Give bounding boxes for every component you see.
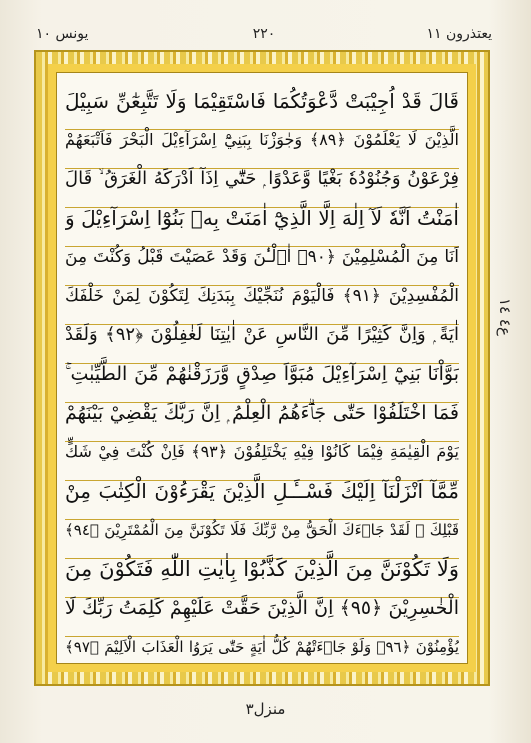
text-line: الْخٰسِرِيْنَ ﴿٩٥﴾ اِنَّ الَّذِيْنَ حَقَّتْ عَلَيْهِمْ كَلِمَتُ رَبِّكَ لَا	[65, 580, 459, 637]
surah-label: يونس ١٠	[36, 26, 89, 42]
text-line: فَمَا اخْتَلَفُوْا حَتّٰى جَاۗءَھُمُ الْعِلْمُ ۭ اِنَّ رَبَّكَ يَقْضِيْ بَيْنَھُمْ	[65, 385, 459, 442]
manzil-label: منزل٣	[245, 700, 286, 718]
text-line: مِّمَّآ اَنْزَلْنَآ اِلَيْكَ فَسْــَٔـلِ الَّذِيْنَ يَقْرَءُوْنَ الْكِتٰبَ مِنْ	[65, 463, 459, 520]
text-line: اٰيَةً ۭ وَاِنَّ كَثِيْرًا مِّنَ النَّاسِ عَنْ اٰيٰتِنَا لَغٰفِلُوْنَ ﴿٩٢﴾ وَلَقَدْ	[65, 307, 459, 364]
text-line: وَلَا تَكُوْنَنَّ مِنَ الَّذِيْنَ كَذَّبُوْا بِاٰيٰتِ اللّٰهِ فَتَكُوْنَ مِنَ	[65, 541, 459, 598]
text-line: قَالَ قَدْ اُجِيْبَتْ دَّعْوَتُكُمَا فَاسْتَقِيْمَا وَلَا تَتَّبِعٰٓنِّ سَبِيْلَ	[65, 73, 459, 130]
text-panel	[56, 72, 468, 664]
text-line: اٰمَنْتُ اَنَّهٗ لَآ اِلٰهَ اِلَّا الَّذِيْٓ اٰمَنَتْ بِهٖ بَنُوْٓا اِسْرَآءِيْلَ وَ	[65, 190, 459, 247]
decorative-border	[34, 50, 490, 686]
text-line: فِرْعَوْنُ وَجُنُوْدُهٗ بَغْيًا وَّعَدْوًا ۭ حَتّٰٓي اِذَآ اَدْرَكَهُ الْغَرَقُ ۙ قَالَ	[65, 151, 459, 208]
page-header	[36, 26, 492, 48]
text-line: يُؤْمِنُوْنَ ﴿٩٦﴾ وَلَوْ جَاۗءَتْھُمْ كُلُّ اٰيَةٍ حَتّٰى يَرَوُا الْعَذَابَ الْاَلِيْمَ ﴿٩٧﴾	[65, 638, 459, 656]
text-line: يَوْمَ الْقِيٰمَةِ فِيْمَا كَانُوْا فِيْهِ يَخْتَلِفُوْنَ ﴿٩٣﴾ فَاِنْ كُنْتَ فِيْ شَكٍّ	[65, 424, 459, 481]
text-line: الْمُفْسِدِيْنَ ﴿٩١﴾ فَالْيَوْمَ نُنَجِّيْكَ بِبَدَنِكَ لِتَكُوْنَ لِمَنْ خَلْفَكَ	[65, 268, 459, 325]
juz-label: يعتذرون ١١	[426, 26, 492, 42]
text-line: اَنَا مِنَ الْمُسْلِمِيْنَ ﴿٩٠﴾ اٰۗلْـٰٔنَ وَقَدْ عَصَيْتَ قَبْلُ وَكُنْتَ مِنَ	[65, 229, 459, 286]
ruku-marker: ع٤ ١٤	[496, 298, 514, 336]
page-number: ٢٢٠	[252, 26, 276, 42]
text-line: الَّذِيْنَ لَا يَعْلَمُوْنَ ﴿٨٩﴾ وَجٰوَزْنَا بِبَنِيْٓ اِسْرَآءِيْلَ الْبَحْرَ فَاَتْبَعَهُمْ	[65, 112, 459, 169]
text-line: بَوَّاْنَا بَنِيْٓ اِسْرَآءِيْلَ مُبَوَّاَ صِدْقٍ وَّرَزَقْنٰھُمْ مِّنَ الطَّيِّبٰتِ ۚ	[65, 346, 459, 403]
text-line: قَبْلِكَ ۚ لَقَدْ جَاۗءَكَ الْحَقُّ مِنْ رَّبِّكَ فَلَا تَكُوْنَنَّ مِنَ الْمُمْتَرِيْنَ ﴿٩٤﴾	[65, 502, 459, 559]
